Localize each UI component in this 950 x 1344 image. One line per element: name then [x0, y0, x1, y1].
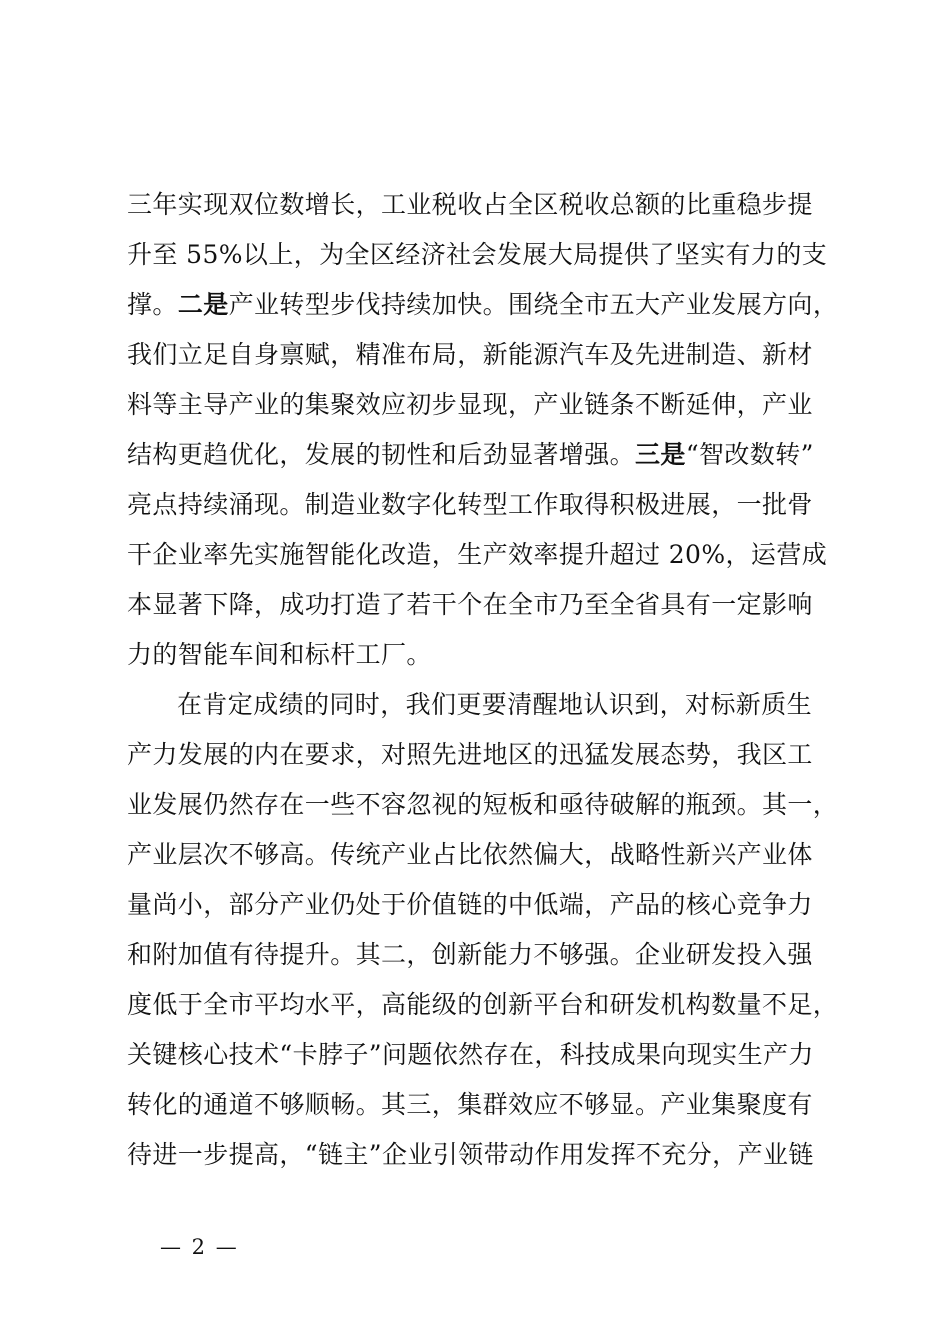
paragraph-1-line-1: 三年实现双位数增长，工业税收占全区税收总额的比重稳步提	[127, 190, 813, 219]
paragraph-2-line-8: 关键核心技术“卡脖子”问题依然存在，科技成果向现实生产力	[127, 1040, 814, 1069]
line-text: 撑。	[127, 290, 178, 319]
paragraph-2-line-1: 在肯定成绩的同时，我们更要清醒地认识到，对标新质生	[177, 690, 813, 719]
paragraph-1-line-3	[127, 280, 839, 330]
bold-emphasis: 三是	[635, 440, 686, 469]
page-number: — 2 —	[160, 1235, 239, 1259]
paragraph-1-line-4: 我们立足自身禀赋，精准布局，新能源汽车及先进制造、新材	[127, 340, 813, 369]
paragraph-1-line-7: 亮点持续涌现。制造业数字化转型工作取得积极进展，一批骨	[127, 490, 813, 519]
paragraph-2-line-9: 转化的通道不够顺畅。其三，集群效应不够显。产业集聚度有	[127, 1090, 813, 1119]
paragraph-1-line-9: 本显著下降，成功打造了若干个在全市乃至全省具有一定影响	[127, 590, 813, 619]
paragraph-2-line-7: 度低于全市平均水平，高能级的创新平台和研发机构数量不足，	[127, 990, 839, 1019]
line-text: 结构更趋优化，发展的韧性和后劲显著增强。	[127, 440, 636, 469]
paragraph-1-line-2: 升至 55%以上，为全区经济社会发展大局提供了坚实有力的支	[127, 240, 828, 269]
line-text: 产业转型步伐持续加快。围绕全市五大产业发展方向，	[228, 290, 839, 319]
paragraph-1-line-8: 干企业率先实施智能化改造，生产效率提升超过 20%，运营成	[127, 540, 828, 569]
paragraph-1-line-5: 料等主导产业的集聚效应初步显现，产业链条不断延伸，产业	[127, 390, 813, 419]
paragraph-2-line-4: 产业层次不够高。传统产业占比依然偏大，战略性新兴产业体	[127, 840, 813, 869]
paragraph-1-line-10: 力的智能车间和标杆工厂。	[127, 640, 432, 669]
paragraph-2-line-6: 和附加值有待提升。其二，创新能力不够强。企业研发投入强	[127, 940, 813, 969]
paragraph-2-line-2: 产力发展的内在要求，对照先进地区的迅猛发展态势，我区工	[127, 740, 813, 769]
paragraph-1-line-6	[127, 430, 827, 480]
paragraph-2-line-10: 待进一步提高，“链主”企业引领带动作用发挥不充分，产业链	[127, 1140, 814, 1169]
line-text: “智改数转”	[685, 440, 814, 469]
paragraph-2-line-5: 量尚小，部分产业仍处于价值链的中低端，产品的核心竞争力	[127, 890, 813, 919]
paragraph-2-line-3: 业发展仍然存在一些不容忽视的短板和亟待破解的瓶颈。其一，	[127, 790, 839, 819]
bold-emphasis: 二是	[177, 290, 229, 319]
